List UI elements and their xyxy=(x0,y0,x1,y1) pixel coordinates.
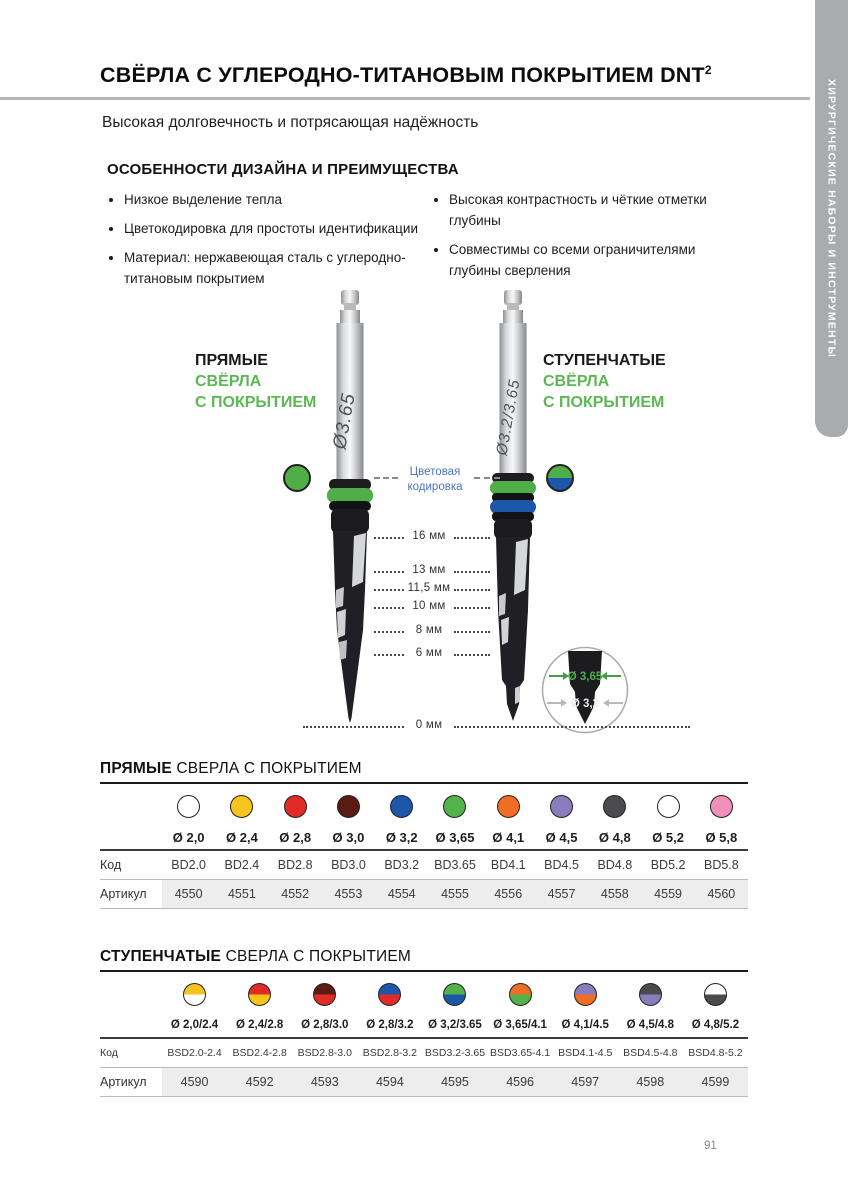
color-swatch xyxy=(313,983,336,1006)
page-title-superscript: 2 xyxy=(704,63,712,77)
straight-drill-label xyxy=(195,350,316,413)
swatch-cell xyxy=(269,787,322,825)
swatch-cell xyxy=(422,975,487,1013)
stepped-table-heading-bold: СТУПЕНЧАТЫЕ xyxy=(100,948,222,965)
swatch-cell xyxy=(553,975,618,1013)
color-swatch xyxy=(509,983,532,1006)
code-cell: BD3.65 xyxy=(428,851,481,880)
page-title-text: СВЁРЛА С УГЛЕРОДНО-ТИТАНОВЫМ ПОКРЫТИЕМ DNT xyxy=(100,63,705,88)
color-swatch xyxy=(443,983,466,1006)
article-cell: 4560 xyxy=(695,880,748,909)
color-swatch xyxy=(603,795,626,818)
color-swatch xyxy=(230,795,253,818)
code-cell: BD5.2 xyxy=(641,851,694,880)
stepped-drill-label-line2: СВЁРЛА xyxy=(543,373,610,391)
code-cell: BD4.5 xyxy=(535,851,588,880)
swatch-cell xyxy=(292,975,357,1013)
depth-mark-label: 13 мм xyxy=(412,564,446,576)
article-cell: 4597 xyxy=(553,1068,618,1097)
diameter-cell: Ø 2,8/3.0 xyxy=(292,1013,357,1039)
article-cell: 4595 xyxy=(422,1068,487,1097)
page-title xyxy=(100,63,712,88)
article-cell: 4552 xyxy=(269,880,322,909)
stepped-drill-label-line3: С ПОКРЫТИЕМ xyxy=(543,394,665,412)
diameter-cell: Ø 5,8 xyxy=(695,825,748,851)
depth-leader-line xyxy=(454,571,490,573)
code-cell: BD2.8 xyxy=(269,851,322,880)
diameter-cell: Ø 5,2 xyxy=(641,825,694,851)
diameter-cell: Ø 2,8 xyxy=(269,825,322,851)
depth-leader-line xyxy=(454,631,490,633)
swatch-cell xyxy=(488,975,553,1013)
page-subtitle: Высокая долговечность и потрясающая надёжность xyxy=(102,114,479,131)
swatch-cell xyxy=(357,975,422,1013)
color-swatch xyxy=(337,795,360,818)
callout-leader-left xyxy=(374,477,398,479)
straight-drill-label-line2: СВЁРЛА xyxy=(195,373,262,391)
code-cell: BD3.0 xyxy=(322,851,375,880)
straight-table-heading-bold: ПРЯМЫЕ xyxy=(100,760,172,777)
straight-drill-label-line3: С ПОКРЫТИЕМ xyxy=(195,394,317,412)
feature-item: • Высокая контрастность и чёткие отметки глубины xyxy=(449,190,731,232)
swatch-cell xyxy=(588,787,641,825)
diameter-cell: Ø 4,8/5.2 xyxy=(683,1013,748,1039)
code-cell: BD3.2 xyxy=(375,851,428,880)
color-coding-callout: Цветовая кодировка xyxy=(407,466,463,493)
feature-item: • Материал: нержавеющая сталь с углеродно-титановым покрытием xyxy=(124,248,464,290)
feature-item: • Совместимы со всеми ограничителями глубины сверления xyxy=(449,240,731,282)
depth-leader-line xyxy=(374,589,404,591)
code-cell: BSD2.8-3.0 xyxy=(292,1039,357,1068)
swatch-cell xyxy=(162,787,215,825)
stepped-drill-marking: Ø3.2/3.65 xyxy=(493,377,524,457)
color-swatch xyxy=(378,983,401,1006)
color-swatch xyxy=(390,795,413,818)
article-cell: 4554 xyxy=(375,880,428,909)
code-cell: BD5.8 xyxy=(695,851,748,880)
feature-item: • Низкое выделение тепла xyxy=(124,190,464,211)
code-cell: BSD2.0-2.4 xyxy=(162,1039,227,1068)
code-cell: BSD4.8-5.2 xyxy=(683,1039,748,1068)
straight-color-code-dot xyxy=(283,464,311,492)
straight-drill-marking: Ø3.65 xyxy=(329,391,360,451)
swatch-cell xyxy=(482,787,535,825)
stepped-drill-label-line1: СТУПЕНЧАТЫЕ xyxy=(543,352,666,369)
code-row-label: Код xyxy=(100,851,162,880)
article-cell: 4558 xyxy=(588,880,641,909)
diameter-cell: Ø 2,4/2.8 xyxy=(227,1013,292,1039)
article-cell: 4594 xyxy=(357,1068,422,1097)
color-swatch xyxy=(177,795,200,818)
depth-leader-line xyxy=(374,654,404,656)
article-cell: 4553 xyxy=(322,880,375,909)
color-swatch xyxy=(284,795,307,818)
color-swatch xyxy=(657,795,680,818)
diameter-spacer xyxy=(100,1013,162,1039)
code-cell: BSD2.4-2.8 xyxy=(227,1039,292,1068)
straight-table-rule xyxy=(100,782,748,784)
diameter-cell: Ø 4,5 xyxy=(535,825,588,851)
article-cell: 4592 xyxy=(227,1068,292,1097)
stepped-table xyxy=(100,975,748,1097)
depth-mark-label: 16 мм xyxy=(412,530,446,542)
diameter-spacer xyxy=(100,825,162,851)
depth-mark-label: 10 мм xyxy=(412,600,446,612)
depth-leader-line xyxy=(454,607,490,609)
article-cell: 4551 xyxy=(215,880,268,909)
color-swatch xyxy=(443,795,466,818)
depth-leader-line xyxy=(374,571,404,573)
diameter-cell: Ø 3,2/3.65 xyxy=(422,1013,487,1039)
stepped-table-heading-rest: СВЕРЛА С ПОКРЫТИЕМ xyxy=(221,948,411,965)
article-cell: 4596 xyxy=(488,1068,553,1097)
color-swatch xyxy=(704,983,727,1006)
swatch-cell xyxy=(641,787,694,825)
diameter-cell: Ø 3,65 xyxy=(428,825,481,851)
article-cell: 4555 xyxy=(428,880,481,909)
code-cell: BD4.1 xyxy=(482,851,535,880)
diameter-cell: Ø 4,8 xyxy=(588,825,641,851)
article-cell: 4599 xyxy=(683,1068,748,1097)
straight-drill-image xyxy=(302,290,398,725)
diameter-cell: Ø 2,0/2.4 xyxy=(162,1013,227,1039)
feature-item: • Цветокодировка для простоты идентификации xyxy=(124,219,464,240)
color-swatch xyxy=(248,983,271,1006)
swatch-cell xyxy=(683,975,748,1013)
code-cell: BSD3.2-3.65 xyxy=(422,1039,487,1068)
depth-leader-line xyxy=(454,589,490,591)
stepped-table-rule xyxy=(100,970,748,972)
swatch-cell xyxy=(695,787,748,825)
inset-inner-diameter-label: Ø 3,2 xyxy=(570,698,600,710)
diameter-cell: Ø 2,8/3.2 xyxy=(357,1013,422,1039)
straight-drill-label-line1: ПРЯМЫЕ xyxy=(195,352,268,369)
color-swatch xyxy=(574,983,597,1006)
code-row-label: Код xyxy=(100,1039,162,1068)
depth-leader-line xyxy=(374,537,404,539)
swatch-cell xyxy=(162,975,227,1013)
diameter-cell: Ø 3,0 xyxy=(322,825,375,851)
article-row-label: Артикул xyxy=(100,880,162,909)
article-cell: 4557 xyxy=(535,880,588,909)
depth-leader-line xyxy=(454,726,690,728)
swatch-cell xyxy=(322,787,375,825)
features-list-left xyxy=(107,190,464,298)
stepped-color-code-dot xyxy=(546,464,574,492)
features-heading: ОСОБЕННОСТИ ДИЗАЙНА И ПРЕИМУЩЕСТВА xyxy=(107,161,459,178)
article-cell: 4590 xyxy=(162,1068,227,1097)
diameter-cell: Ø 4,1 xyxy=(482,825,535,851)
article-cell: 4550 xyxy=(162,880,215,909)
article-row-label: Артикул xyxy=(100,1068,162,1097)
page-number: 91 xyxy=(704,1140,717,1152)
article-cell: 4598 xyxy=(618,1068,683,1097)
color-swatch xyxy=(639,983,662,1006)
code-cell: BSD4.1-4.5 xyxy=(553,1039,618,1068)
diameter-cell: Ø 3,2 xyxy=(375,825,428,851)
color-swatch xyxy=(710,795,733,818)
stepped-table-heading xyxy=(100,948,411,966)
depth-leader-line xyxy=(454,654,490,656)
code-cell: BD4.8 xyxy=(588,851,641,880)
swatch-spacer xyxy=(100,975,162,1013)
article-cell: 4559 xyxy=(641,880,694,909)
depth-leader-line xyxy=(454,537,490,539)
depth-leader-line xyxy=(374,607,404,609)
straight-table-heading xyxy=(100,760,362,778)
article-cell: 4556 xyxy=(482,880,535,909)
depth-leader-line xyxy=(374,631,404,633)
swatch-cell xyxy=(428,787,481,825)
swatch-spacer xyxy=(100,787,162,825)
code-cell: BSD4.5-4.8 xyxy=(618,1039,683,1068)
features-list-right xyxy=(432,190,731,290)
title-divider xyxy=(0,97,810,100)
depth-mark-label: 6 мм xyxy=(415,647,443,659)
straight-table-heading-rest: СВЕРЛА С ПОКРЫТИЕМ xyxy=(171,760,362,777)
color-swatch xyxy=(497,795,520,818)
swatch-cell xyxy=(535,787,588,825)
code-cell: BD2.0 xyxy=(162,851,215,880)
depth-mark-label: 11,5 мм xyxy=(407,582,451,594)
depth-mark-label: 8 мм xyxy=(415,624,443,636)
swatch-cell xyxy=(227,975,292,1013)
diameter-cell: Ø 4,1/4.5 xyxy=(553,1013,618,1039)
color-swatch xyxy=(183,983,206,1006)
code-cell: BSD3.65-4.1 xyxy=(488,1039,553,1068)
stepped-drill-label xyxy=(543,350,666,413)
straight-table xyxy=(100,787,748,909)
callout-leader-right xyxy=(474,477,500,479)
swatch-cell xyxy=(375,787,428,825)
diameter-cell: Ø 3,65/4.1 xyxy=(488,1013,553,1039)
swatch-cell xyxy=(618,975,683,1013)
chapter-tab xyxy=(815,0,848,437)
inset-outer-diameter-label: Ø 3,65 xyxy=(567,671,603,683)
chapter-tab-label: ХИРУРГИЧЕСКИЕ НАБОРЫ И ИНСТРУМЕНТЫ xyxy=(825,79,838,358)
code-cell: BD2.4 xyxy=(215,851,268,880)
diameter-cell: Ø 2,0 xyxy=(162,825,215,851)
depth-leader-line xyxy=(303,726,404,728)
article-cell: 4593 xyxy=(292,1068,357,1097)
color-swatch xyxy=(550,795,573,818)
drill-tip-inset xyxy=(541,646,629,734)
diameter-cell: Ø 2,4 xyxy=(215,825,268,851)
depth-mark-label: 0 мм xyxy=(415,719,443,731)
swatch-cell xyxy=(215,787,268,825)
code-cell: BSD2.8-3.2 xyxy=(357,1039,422,1068)
diameter-cell: Ø 4,5/4.8 xyxy=(618,1013,683,1039)
